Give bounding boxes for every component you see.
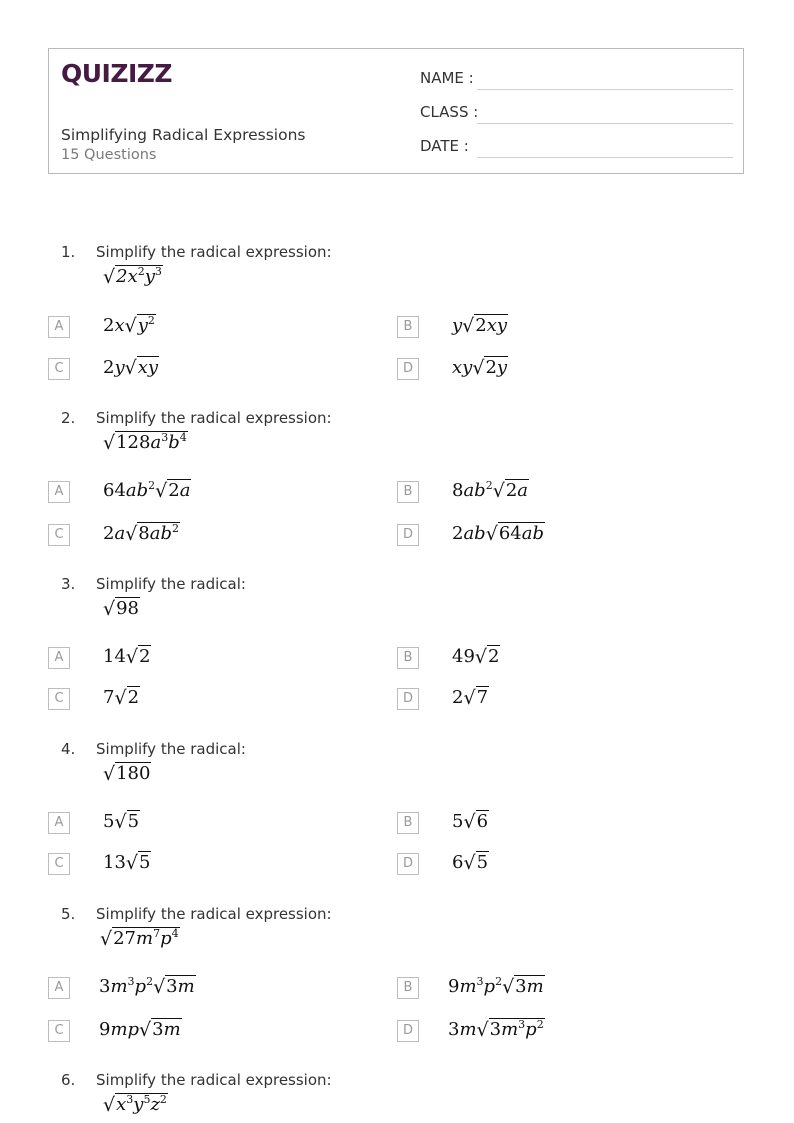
- option-c-box[interactable]: C: [48, 358, 70, 380]
- option-d-box[interactable]: D: [397, 358, 419, 380]
- option-a-expression[interactable]: $3m^3p^2√3m$: [99, 975, 195, 998]
- question-expression: $√27m^7p^4$: [100, 927, 179, 950]
- option-c-expression[interactable]: $2a√8ab^2$: [103, 522, 180, 545]
- question-number: 5.: [61, 905, 76, 923]
- question-number: 6.: [61, 1071, 76, 1089]
- option-a-box[interactable]: A: [48, 812, 70, 834]
- option-c-box[interactable]: C: [48, 1020, 70, 1042]
- name-line: [477, 89, 733, 90]
- option-d-expression[interactable]: xy√2y: [452, 357, 508, 379]
- question-expression: √180: [103, 763, 151, 785]
- class-label: CLASS :: [420, 103, 479, 121]
- worksheet-header: [48, 48, 744, 174]
- option-b-expression[interactable]: 5√6: [452, 811, 489, 833]
- option-a-box[interactable]: A: [48, 977, 70, 999]
- question-expression: √98: [103, 598, 140, 620]
- question-number: 2.: [61, 409, 76, 427]
- date-line: [477, 157, 733, 158]
- quizizz-logo: QUIZIZZ: [61, 59, 173, 88]
- question-count: 15 Questions: [61, 147, 157, 163]
- question-prompt: Simplify the radical expression:: [96, 243, 332, 261]
- question-prompt: Simplify the radical expression:: [96, 905, 332, 923]
- option-a-expression[interactable]: 14√2: [103, 646, 151, 668]
- date-label: DATE :: [420, 137, 469, 155]
- option-c-expression[interactable]: 13√5: [103, 852, 151, 874]
- option-d-box[interactable]: D: [397, 853, 419, 875]
- question-expression: $√x^3y^5z^2$: [103, 1093, 167, 1116]
- worksheet-title: Simplifying Radical Expressions: [61, 126, 306, 144]
- question-number: 1.: [61, 243, 76, 261]
- option-b-box[interactable]: B: [397, 316, 419, 338]
- question-prompt: Simplify the radical:: [96, 740, 246, 758]
- question-number: 4.: [61, 740, 76, 758]
- option-a-expression[interactable]: $2x√y^2$: [103, 314, 155, 337]
- question-prompt: Simplify the radical expression:: [96, 1071, 332, 1089]
- option-b-box[interactable]: B: [397, 977, 419, 999]
- option-c-box[interactable]: C: [48, 524, 70, 546]
- option-c-box[interactable]: C: [48, 853, 70, 875]
- option-a-box[interactable]: A: [48, 481, 70, 503]
- option-d-expression[interactable]: 2ab√64ab: [452, 523, 544, 545]
- class-line: [477, 123, 733, 124]
- option-b-expression[interactable]: y√2xy: [452, 315, 508, 337]
- question-expression: $√128a^3b^4$: [103, 431, 187, 454]
- option-c-expression[interactable]: 7√2: [103, 687, 140, 709]
- option-d-box[interactable]: D: [397, 1020, 419, 1042]
- name-label: NAME :: [420, 69, 474, 87]
- question-prompt: Simplify the radical expression:: [96, 409, 332, 427]
- option-d-expression[interactable]: 6√5: [452, 852, 489, 874]
- option-d-expression[interactable]: 2√7: [452, 687, 489, 709]
- option-d-expression[interactable]: $3m√3m^3p^2$: [448, 1018, 544, 1041]
- question-prompt: Simplify the radical:: [96, 575, 246, 593]
- question-expression: $√2x^2y^3$: [103, 265, 162, 288]
- option-c-box[interactable]: C: [48, 688, 70, 710]
- option-a-expression[interactable]: 5√5: [103, 811, 140, 833]
- option-b-expression[interactable]: 49√2: [452, 646, 500, 668]
- option-d-box[interactable]: D: [397, 688, 419, 710]
- option-c-expression[interactable]: 9mp√3m: [99, 1019, 181, 1041]
- question-number: 3.: [61, 575, 76, 593]
- option-c-expression[interactable]: 2y√xy: [103, 357, 159, 379]
- option-a-box[interactable]: A: [48, 316, 70, 338]
- option-a-box[interactable]: A: [48, 647, 70, 669]
- option-b-box[interactable]: B: [397, 812, 419, 834]
- option-d-box[interactable]: D: [397, 524, 419, 546]
- option-b-expression[interactable]: $8ab^2√2a$: [452, 479, 529, 502]
- option-b-box[interactable]: B: [397, 481, 419, 503]
- option-a-expression[interactable]: $64ab^2√2a$: [103, 479, 191, 502]
- option-b-box[interactable]: B: [397, 647, 419, 669]
- option-b-expression[interactable]: $9m^3p^2√3m$: [448, 975, 544, 998]
